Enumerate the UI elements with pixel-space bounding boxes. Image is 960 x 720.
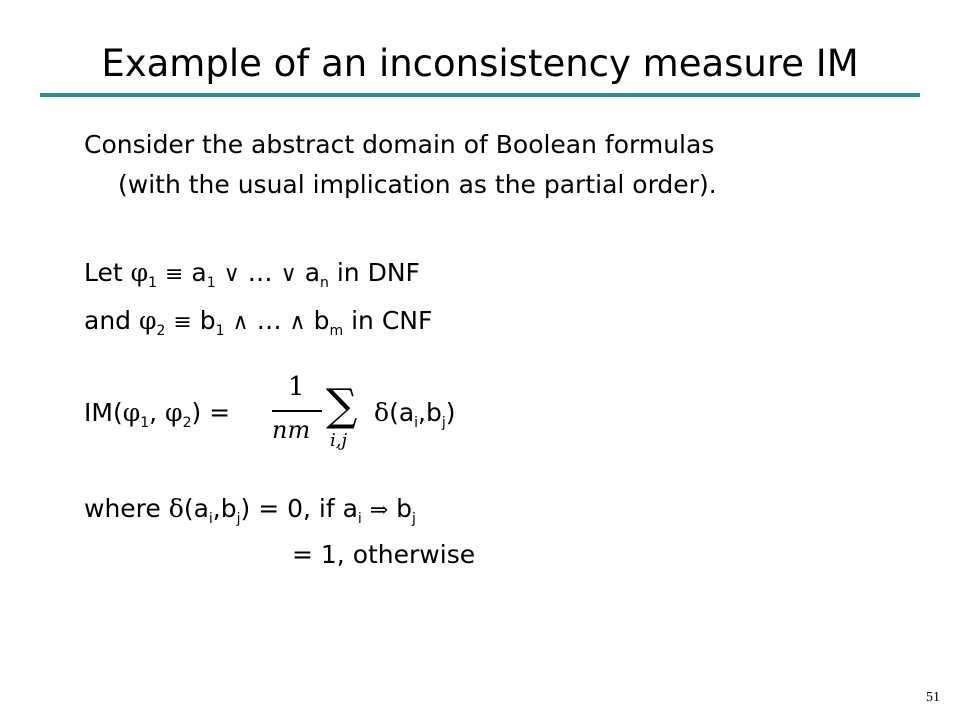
where-line: [84, 494, 416, 527]
phi-symbol: φ: [130, 258, 149, 287]
a-variable-2: a: [304, 258, 321, 287]
let-word: Let: [84, 258, 123, 287]
implies-symbol: ⇒: [369, 498, 389, 523]
a1-subscript: 1: [206, 275, 216, 291]
and-word: and: [84, 306, 132, 335]
phi-subscript: 2: [156, 323, 166, 339]
title-divider: [40, 93, 920, 97]
phi-symbol: φ: [139, 306, 157, 335]
summation: [326, 380, 366, 460]
im-prefix: IM(: [84, 398, 123, 427]
sub-i: i: [208, 511, 213, 527]
consider-line-2: (with the usual implication as the partial order).: [118, 170, 717, 199]
sigma-index: i,j: [330, 430, 348, 451]
or-symbol: ∨: [223, 262, 240, 287]
im-close-equals: ) =: [191, 398, 231, 427]
ellipsis: …: [256, 306, 282, 335]
sub-j: j: [236, 511, 241, 527]
sub-j-2: j: [412, 511, 416, 527]
fraction-bar: [272, 410, 322, 412]
otherwise-line: = 1, otherwise: [292, 540, 476, 569]
fraction-denominator: nm: [272, 416, 311, 444]
sub-i-2: i: [357, 511, 362, 527]
delta-open: (a: [389, 398, 415, 427]
delta-comma-b: ,b: [418, 398, 442, 427]
equiv-symbol: ≡: [173, 310, 192, 335]
equiv-symbol: ≡: [165, 262, 184, 287]
im-line-left: [84, 398, 231, 431]
delta-close: ): [445, 398, 456, 427]
a-variable: a: [191, 258, 207, 287]
b1-subscript: 1: [215, 323, 225, 339]
phi-subscript-2: 2: [182, 415, 192, 431]
consider-line-1: Consider the abstract domain of Boolean formulas: [84, 130, 715, 159]
phi-symbol-2: φ: [165, 398, 183, 427]
and-symbol-2: ∧: [289, 310, 306, 335]
and-line: [84, 306, 433, 339]
delta-open: (a: [183, 494, 209, 523]
b-variable: b: [199, 306, 216, 335]
and-symbol: ∧: [232, 310, 249, 335]
ellipsis: …: [247, 258, 273, 287]
fraction: [268, 372, 324, 462]
page-number: 51: [926, 690, 940, 705]
im-line-delta: [374, 398, 456, 431]
dnf-text: in DNF: [336, 258, 420, 287]
comma: ,: [149, 398, 158, 427]
sub-i: i: [414, 415, 419, 431]
where-word: where: [84, 494, 161, 523]
or-symbol-2: ∨: [280, 262, 297, 287]
bm-subscript: m: [329, 323, 344, 339]
an-subscript: n: [320, 275, 329, 291]
slide-title: Example of an inconsistency measure IM: [101, 42, 859, 85]
b-variable-2: b: [313, 306, 330, 335]
phi-subscript-1: 1: [140, 415, 150, 431]
sigma-symbol: ∑: [326, 380, 358, 431]
phi-symbol: φ: [122, 398, 141, 427]
b-variable: b: [396, 494, 413, 523]
delta-symbol: δ: [168, 494, 184, 523]
where-mid: ) = 0, if a: [240, 494, 358, 523]
delta-comma-b: ,b: [212, 494, 237, 523]
delta-symbol: δ: [374, 398, 390, 427]
cnf-text: in CNF: [351, 306, 433, 335]
fraction-numerator: 1: [288, 372, 305, 402]
phi-subscript: 1: [148, 275, 158, 291]
let-line: [84, 258, 420, 291]
sub-j: j: [441, 415, 446, 431]
